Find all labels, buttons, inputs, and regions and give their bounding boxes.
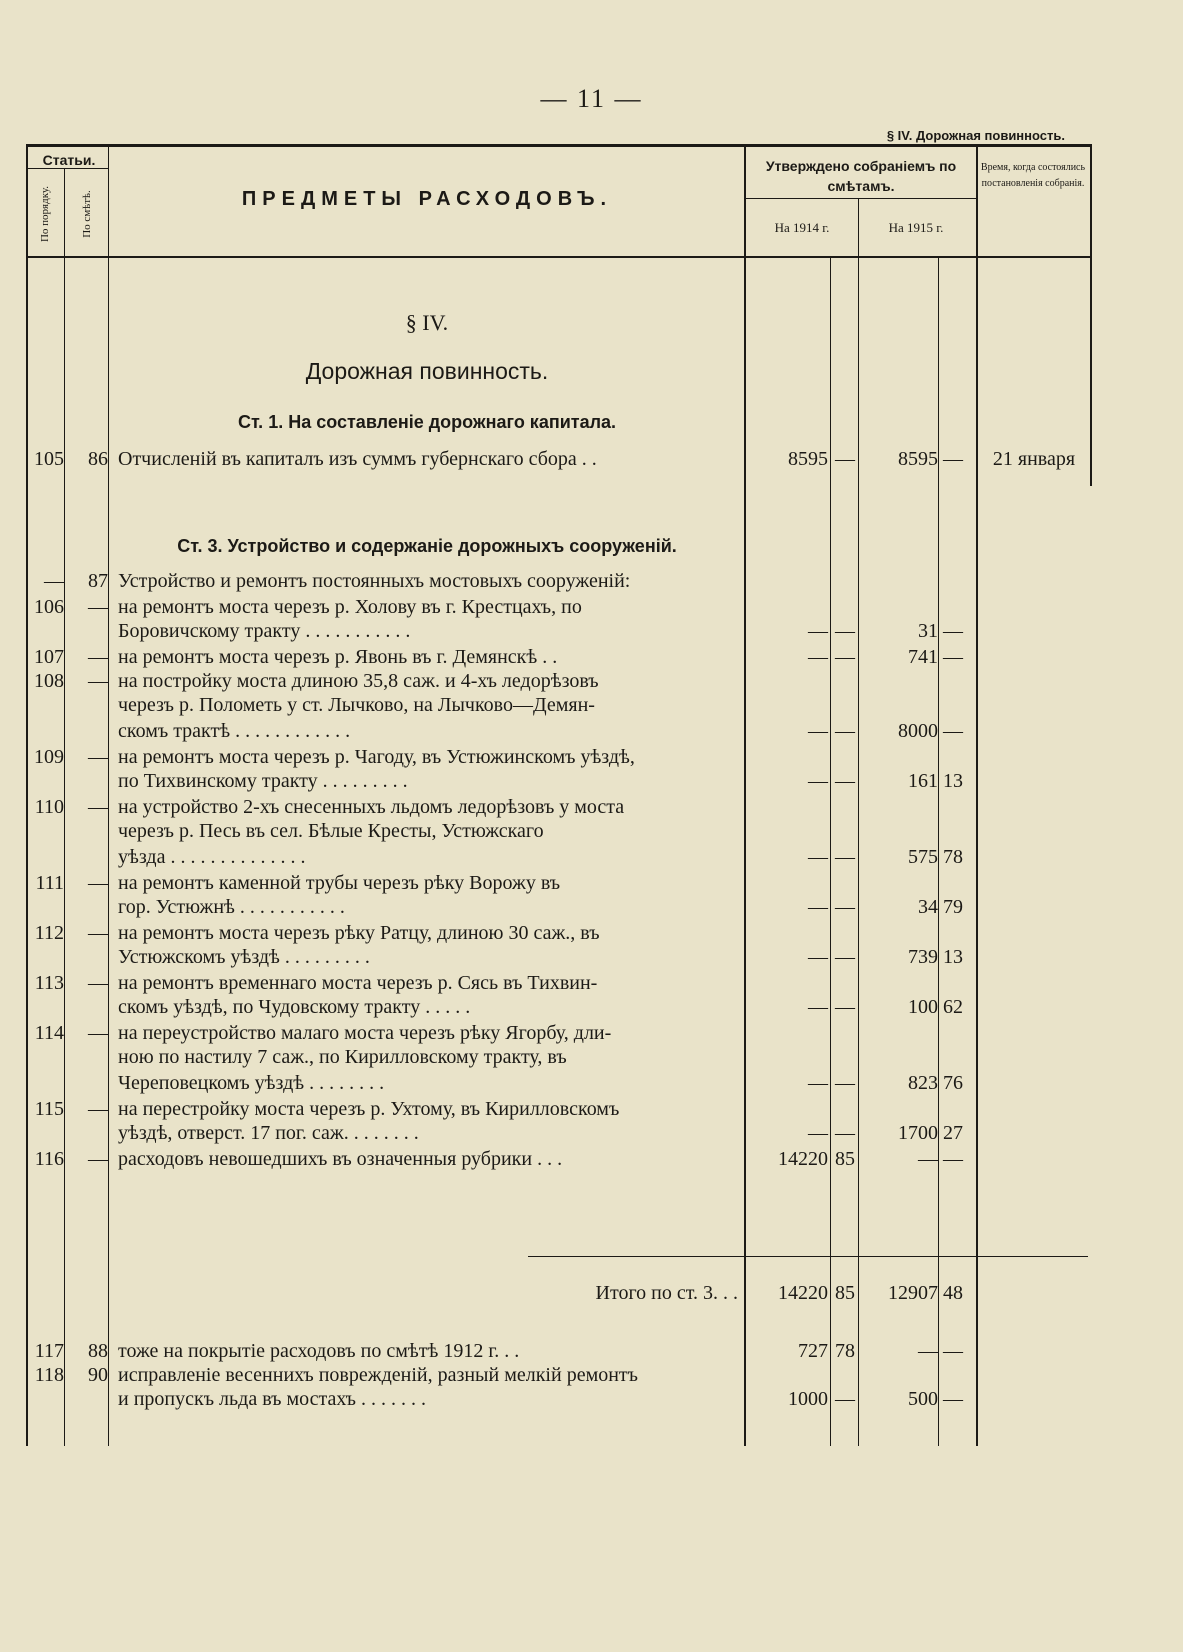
itogo-label: Итого по ст. 3. . . bbox=[595, 1282, 738, 1304]
amount-1915-kop: 78 bbox=[943, 846, 963, 868]
table-row bbox=[0, 820, 1183, 846]
top-rule bbox=[26, 144, 1092, 147]
amount-1915-rub: 500 bbox=[908, 1388, 938, 1410]
item-description: на устройство 2-хъ снесенныхъ льдомъ ледорѣзовъ у моста bbox=[118, 796, 625, 818]
row-number: 106 bbox=[34, 596, 64, 618]
estimate-number: — bbox=[88, 1148, 108, 1170]
item-description: Боровичскому тракту . . . . . . . . . . . bbox=[118, 620, 411, 642]
amount-1914-kop: — bbox=[835, 448, 855, 470]
row-number: 110 bbox=[34, 796, 64, 818]
table-row bbox=[0, 1098, 1183, 1124]
table-row bbox=[0, 1072, 1183, 1098]
amount-1914-rub: 727 bbox=[798, 1340, 828, 1362]
item-description: исправленіе весеннихъ поврежденій, разный мелкій ремонтъ bbox=[118, 1364, 639, 1386]
estimate-number: — bbox=[88, 972, 108, 994]
table-row bbox=[0, 796, 1183, 822]
item-description: на ремонтъ моста черезъ р. Холову въ г. Крестцахъ, по bbox=[118, 596, 582, 618]
table-row bbox=[0, 1364, 1183, 1390]
amount-1915-rub: 8595 bbox=[898, 448, 938, 470]
amount-1915-kop: — bbox=[943, 448, 963, 470]
amount-1914-kop: — bbox=[835, 720, 855, 742]
stati-label: Статьи. bbox=[42, 152, 96, 168]
item-description: на переустройство малаго моста черезъ рѣку Ягорбу, дли- bbox=[118, 1022, 612, 1044]
amount-1914-kop: — bbox=[835, 620, 855, 642]
table-row bbox=[0, 922, 1183, 948]
table-row bbox=[0, 770, 1183, 796]
item-description: уѣзда . . . . . . . . . . . . . . bbox=[118, 846, 306, 868]
amount-1915-kop: 13 bbox=[943, 770, 963, 792]
table-row bbox=[0, 746, 1183, 772]
estimate-number: — bbox=[88, 1098, 108, 1120]
row-number: 114 bbox=[34, 1022, 64, 1044]
estimate-number: — bbox=[88, 872, 108, 894]
amount-1914-kop: — bbox=[835, 1122, 855, 1144]
estimate-number: — bbox=[88, 922, 108, 944]
item-description: расходовъ невошедшихъ въ означенныя рубрики . . . bbox=[118, 1148, 563, 1170]
item-description: черезъ р. Полометь у ст. Лычково, на Лычково—Демян- bbox=[118, 694, 595, 716]
predmety-heading: ПРЕДМЕТЫ РАСХОДОВЪ. bbox=[241, 188, 613, 210]
amount-1915-rub: 8000 bbox=[898, 720, 938, 742]
amount-1915-rub: 31 bbox=[918, 620, 938, 642]
item-description: на ремонтъ моста черезъ рѣку Ратцу, длиною 30 саж., въ bbox=[118, 922, 600, 944]
amount-1914-rub: — bbox=[808, 646, 828, 668]
amount-1914-kop: — bbox=[835, 1388, 855, 1410]
table-row bbox=[0, 448, 1183, 474]
item-description: скомъ уѣздѣ, по Чудовскому тракту . . . . . bbox=[118, 996, 471, 1018]
itogo-row bbox=[0, 1282, 1183, 1308]
itogo-1915-kop: 48 bbox=[943, 1282, 963, 1304]
table-row bbox=[0, 1022, 1183, 1048]
estimate-number: 86 bbox=[88, 448, 108, 470]
amount-1914-kop: — bbox=[835, 896, 855, 918]
amount-1914-kop: — bbox=[835, 946, 855, 968]
amount-1915-rub: 575 bbox=[908, 846, 938, 868]
header-sub-rule bbox=[746, 198, 976, 199]
amount-1915-kop: 79 bbox=[943, 896, 963, 918]
table-row bbox=[0, 872, 1183, 898]
amount-1914-kop: — bbox=[835, 1072, 855, 1094]
item-description: и пропускъ льда въ мостахъ . . . . . . . bbox=[118, 1388, 426, 1410]
estimate-number: — bbox=[88, 746, 108, 768]
table-row bbox=[0, 1122, 1183, 1148]
year-1915-heading: На 1915 г. bbox=[888, 220, 944, 235]
item-description: черезъ р. Песь въ сел. Бѣлые Кресты, Устюжскаго bbox=[118, 820, 544, 842]
running-head: § IV. Дорожная повинность. bbox=[886, 128, 1065, 143]
estimate-number: — bbox=[88, 596, 108, 618]
amount-1915-rub: — bbox=[918, 1148, 938, 1170]
year-1914-heading: На 1914 г. bbox=[774, 220, 830, 235]
amount-1915-kop: 27 bbox=[943, 1122, 963, 1144]
amount-1915-kop: — bbox=[943, 1148, 963, 1170]
estimate-number: — bbox=[88, 646, 108, 668]
item-description: на ремонтъ моста черезъ р. Явонь въ г. Демянскѣ . . bbox=[118, 646, 558, 668]
header-bottom-rule bbox=[26, 256, 1092, 258]
row-number: — bbox=[44, 570, 64, 592]
table-row bbox=[0, 1340, 1183, 1366]
amount-1915-kop: 76 bbox=[943, 1072, 963, 1094]
item-description: Череповецкомъ уѣздѣ . . . . . . . . bbox=[118, 1072, 385, 1094]
amount-1915-rub: — bbox=[918, 1340, 938, 1362]
table-row bbox=[0, 846, 1183, 872]
table-row bbox=[0, 570, 1183, 596]
amount-1914-rub: — bbox=[808, 846, 828, 868]
row-number: 115 bbox=[34, 1098, 64, 1120]
table-row bbox=[0, 694, 1183, 720]
item-description: на ремонтъ моста черезъ р. Чагоду, въ Устюжинскомъ уѣздѣ, bbox=[118, 746, 635, 768]
item-description: по Тихвинскому тракту . . . . . . . . . bbox=[118, 770, 408, 792]
row-number: 117 bbox=[34, 1340, 64, 1362]
section-mark: § IV. bbox=[405, 310, 449, 335]
table-row bbox=[0, 996, 1183, 1022]
amount-1914-rub: 1000 bbox=[788, 1388, 828, 1410]
amount-1914-kop: — bbox=[835, 770, 855, 792]
amount-1915-rub: 161 bbox=[908, 770, 938, 792]
amount-1914-rub: — bbox=[808, 620, 828, 642]
amount-1915-kop: — bbox=[943, 720, 963, 742]
item-description: гор. Устюжнѣ . . . . . . . . . . . bbox=[118, 896, 345, 918]
item-description: Отчисленій въ капиталъ изъ суммъ губернскаго сбора . . bbox=[118, 448, 597, 470]
col-rule bbox=[1090, 146, 1092, 486]
amount-1915-kop: — bbox=[943, 1340, 963, 1362]
article-3-heading: Ст. 3. Устройство и содержаніе дорожныхъ сооруженій. bbox=[177, 536, 677, 556]
row-number: 107 bbox=[34, 646, 64, 668]
section-title: Дорожная повинность. bbox=[305, 358, 549, 384]
table-row bbox=[0, 596, 1183, 622]
amount-1915-rub: 739 bbox=[908, 946, 938, 968]
estimate-number: — bbox=[88, 670, 108, 692]
table-row bbox=[0, 720, 1183, 746]
estimate-number: — bbox=[88, 1022, 108, 1044]
utverzhdeno-heading: Утверждено собраніемъ по смѣтамъ. bbox=[765, 158, 957, 194]
item-description: тоже на покрытіе расходовъ по смѣтѣ 1912 г. . . bbox=[118, 1340, 520, 1362]
table-row bbox=[0, 1046, 1183, 1072]
amount-1914-kop: 85 bbox=[835, 1148, 855, 1170]
amount-1915-kop: — bbox=[943, 1388, 963, 1410]
itogo-rule bbox=[528, 1256, 1088, 1257]
amount-1914-rub: — bbox=[808, 720, 828, 742]
amount-1914-kop: — bbox=[835, 846, 855, 868]
estimate-number: 88 bbox=[88, 1340, 108, 1362]
item-description: Устройство и ремонтъ постоянныхъ мостовыхъ сооруженій: bbox=[118, 570, 631, 592]
amount-1915-rub: 1700 bbox=[898, 1122, 938, 1144]
item-description: на ремонтъ каменной трубы черезъ рѣку Ворожу въ bbox=[118, 872, 561, 894]
itogo-1915-rub: 12907 bbox=[888, 1282, 938, 1304]
itogo-1914-kop: 85 bbox=[835, 1282, 855, 1304]
amount-1915-rub: 823 bbox=[908, 1072, 938, 1094]
amount-1914-rub: — bbox=[808, 1122, 828, 1144]
item-description: на ремонтъ временнаго моста черезъ р. Сясь въ Тихвин- bbox=[118, 972, 598, 994]
itogo-1914-rub: 14220 bbox=[778, 1282, 828, 1304]
po-smete-label: По смѣтѣ. bbox=[81, 190, 93, 238]
estimate-number: — bbox=[88, 796, 108, 818]
estimate-number: 90 bbox=[88, 1364, 108, 1386]
amount-1915-kop: — bbox=[943, 620, 963, 642]
row-number: 112 bbox=[34, 922, 64, 944]
row-number: 116 bbox=[34, 1148, 64, 1170]
row-number: 108 bbox=[34, 670, 64, 692]
amount-1915-rub: 100 bbox=[908, 996, 938, 1018]
amount-1914-rub: — bbox=[808, 946, 828, 968]
table-row bbox=[0, 1148, 1183, 1174]
amount-1914-rub: — bbox=[808, 996, 828, 1018]
row-number: 105 bbox=[34, 448, 64, 470]
page-number: — 11 — bbox=[540, 84, 643, 113]
amount-1914-kop: — bbox=[835, 996, 855, 1018]
amount-1915-kop: 62 bbox=[943, 996, 963, 1018]
amount-1915-rub: 741 bbox=[908, 646, 938, 668]
amount-1914-kop: — bbox=[835, 646, 855, 668]
amount-1915-rub: 34 bbox=[918, 896, 938, 918]
amount-1914-kop: 78 bbox=[835, 1340, 855, 1362]
item-description: Устюжскомъ уѣздѣ . . . . . . . . . bbox=[118, 946, 370, 968]
amount-1914-rub: — bbox=[808, 770, 828, 792]
amount-1915-kop: 13 bbox=[943, 946, 963, 968]
table-row bbox=[0, 620, 1183, 646]
amount-1914-rub: 8595 bbox=[788, 448, 828, 470]
table-row bbox=[0, 1388, 1183, 1414]
decision-date: 21 января bbox=[992, 448, 1076, 470]
item-description: на перестройку моста черезъ р. Ухтому, въ Кирилловскомъ bbox=[118, 1098, 620, 1120]
table-row bbox=[0, 946, 1183, 972]
estimate-number: 87 bbox=[88, 570, 108, 592]
item-description: скомъ трактѣ . . . . . . . . . . . . bbox=[118, 720, 351, 742]
table-row bbox=[0, 670, 1183, 696]
item-description: ною по настилу 7 саж., по Кирилловскому тракту, въ bbox=[118, 1046, 567, 1068]
row-number: 109 bbox=[34, 746, 64, 768]
row-number: 113 bbox=[34, 972, 64, 994]
table-row bbox=[0, 972, 1183, 998]
row-number: 111 bbox=[35, 872, 64, 894]
item-description: уѣздѣ, отверст. 17 пог. саж. . . . . . . . bbox=[118, 1122, 419, 1144]
table-row bbox=[0, 896, 1183, 922]
amount-1914-rub: — bbox=[808, 1072, 828, 1094]
row-number: 118 bbox=[34, 1364, 64, 1386]
amount-1915-kop: — bbox=[943, 646, 963, 668]
amount-1914-rub: — bbox=[808, 896, 828, 918]
amount-1914-rub: 14220 bbox=[778, 1148, 828, 1170]
vremya-heading: Время, когда состоялись постановленія собранія. bbox=[980, 162, 1086, 189]
item-description: на постройку моста длиною 35,8 саж. и 4-хъ ледорѣзовъ bbox=[118, 670, 599, 692]
table-row bbox=[0, 646, 1183, 672]
po-poryadku-label: По порядку. bbox=[39, 185, 51, 243]
article-1-heading: Ст. 1. На составленіе дорожнаго капитала. bbox=[237, 412, 617, 432]
